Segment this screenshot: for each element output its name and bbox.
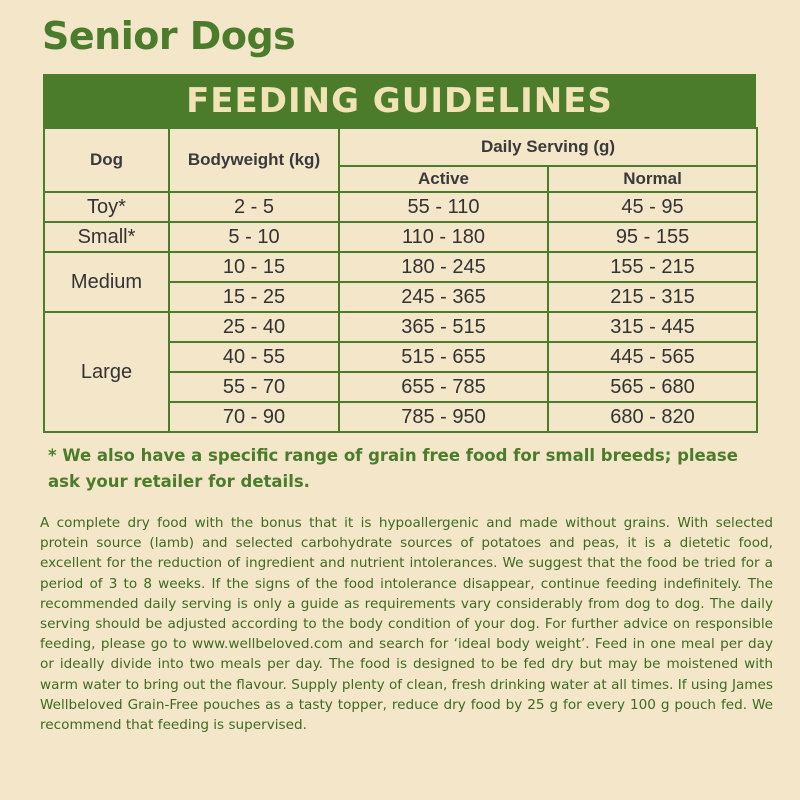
bodyweight-cell: 55 - 70 (169, 372, 339, 402)
normal-serving-cell: 95 - 155 (548, 222, 757, 252)
feeding-guidelines (43, 74, 756, 433)
column-header-bodyweight: Bodyweight (kg) (169, 128, 339, 192)
feeding-guidelines-header: FEEDING GUIDELINES (43, 74, 756, 127)
bodyweight-cell: 2 - 5 (169, 192, 339, 222)
normal-serving-cell: 680 - 820 (548, 402, 757, 432)
dog-size-cell: Toy* (44, 192, 169, 222)
active-serving-cell: 785 - 950 (339, 402, 548, 432)
normal-serving-cell: 565 - 680 (548, 372, 757, 402)
column-header-normal: Normal (548, 166, 757, 192)
active-serving-cell: 515 - 655 (339, 342, 548, 372)
active-serving-cell: 245 - 365 (339, 282, 548, 312)
table-row (44, 312, 757, 342)
column-header-dog: Dog (44, 128, 169, 192)
active-serving-cell: 655 - 785 (339, 372, 548, 402)
column-header-daily-serving: Daily Serving (g) (339, 128, 757, 166)
bodyweight-cell: 10 - 15 (169, 252, 339, 282)
bodyweight-cell: 40 - 55 (169, 342, 339, 372)
table-row (44, 192, 757, 222)
active-serving-cell: 55 - 110 (339, 192, 548, 222)
active-serving-cell: 365 - 515 (339, 312, 548, 342)
dog-size-cell: Medium (44, 252, 169, 312)
table-row (44, 222, 757, 252)
normal-serving-cell: 315 - 445 (548, 312, 757, 342)
feeding-table (43, 127, 758, 433)
bodyweight-cell: 25 - 40 (169, 312, 339, 342)
column-header-active: Active (339, 166, 548, 192)
normal-serving-cell: 155 - 215 (548, 252, 757, 282)
normal-serving-cell: 45 - 95 (548, 192, 757, 222)
page-title: Senior Dogs (42, 14, 296, 58)
grain-free-note: * We also have a specific range of grain free food for small breeds; please ask your retailer for details. (48, 446, 738, 491)
bodyweight-cell: 70 - 90 (169, 402, 339, 432)
active-serving-cell: 180 - 245 (339, 252, 548, 282)
dog-size-cell: Large (44, 312, 169, 432)
bodyweight-cell: 15 - 25 (169, 282, 339, 312)
product-description: A complete dry food with the bonus that it is hypoallergenic and made without grains. With selected protein source (lamb) and selected carbohydrate sources of potatoes and peas, it is a dietetic food, excellent for the reduction of ingredient and nutrient intolerances. We suggest that the food be tried for a period of 3 to 8 weeks. If the signs of the food intolerance disappear, continue feeding indefinitely. The recommended daily serving is only a guide as requirements vary considerably from dog to dog. The daily serving should be adjusted according to the body condition of your dog. For further advice on responsible feeding, please go to www.wellbeloved.com and search for ‘ideal body weight’. Feed in one meal per day or ideally divide into two meals per day. The food is designed to be fed dry but may be moistened with warm water to bring out the flavour. Supply plenty of clean, fresh drinking water at all times. If using James Wellbeloved Grain-Free pouches as a tasty topper, reduce dry food by 25 g for every 100 g pouch fed. We recommend that feeding is supervised. (40, 515, 773, 734)
table-row (44, 252, 757, 282)
normal-serving-cell: 445 - 565 (548, 342, 757, 372)
dog-size-cell: Small* (44, 222, 169, 252)
bodyweight-cell: 5 - 10 (169, 222, 339, 252)
active-serving-cell: 110 - 180 (339, 222, 548, 252)
normal-serving-cell: 215 - 315 (548, 282, 757, 312)
